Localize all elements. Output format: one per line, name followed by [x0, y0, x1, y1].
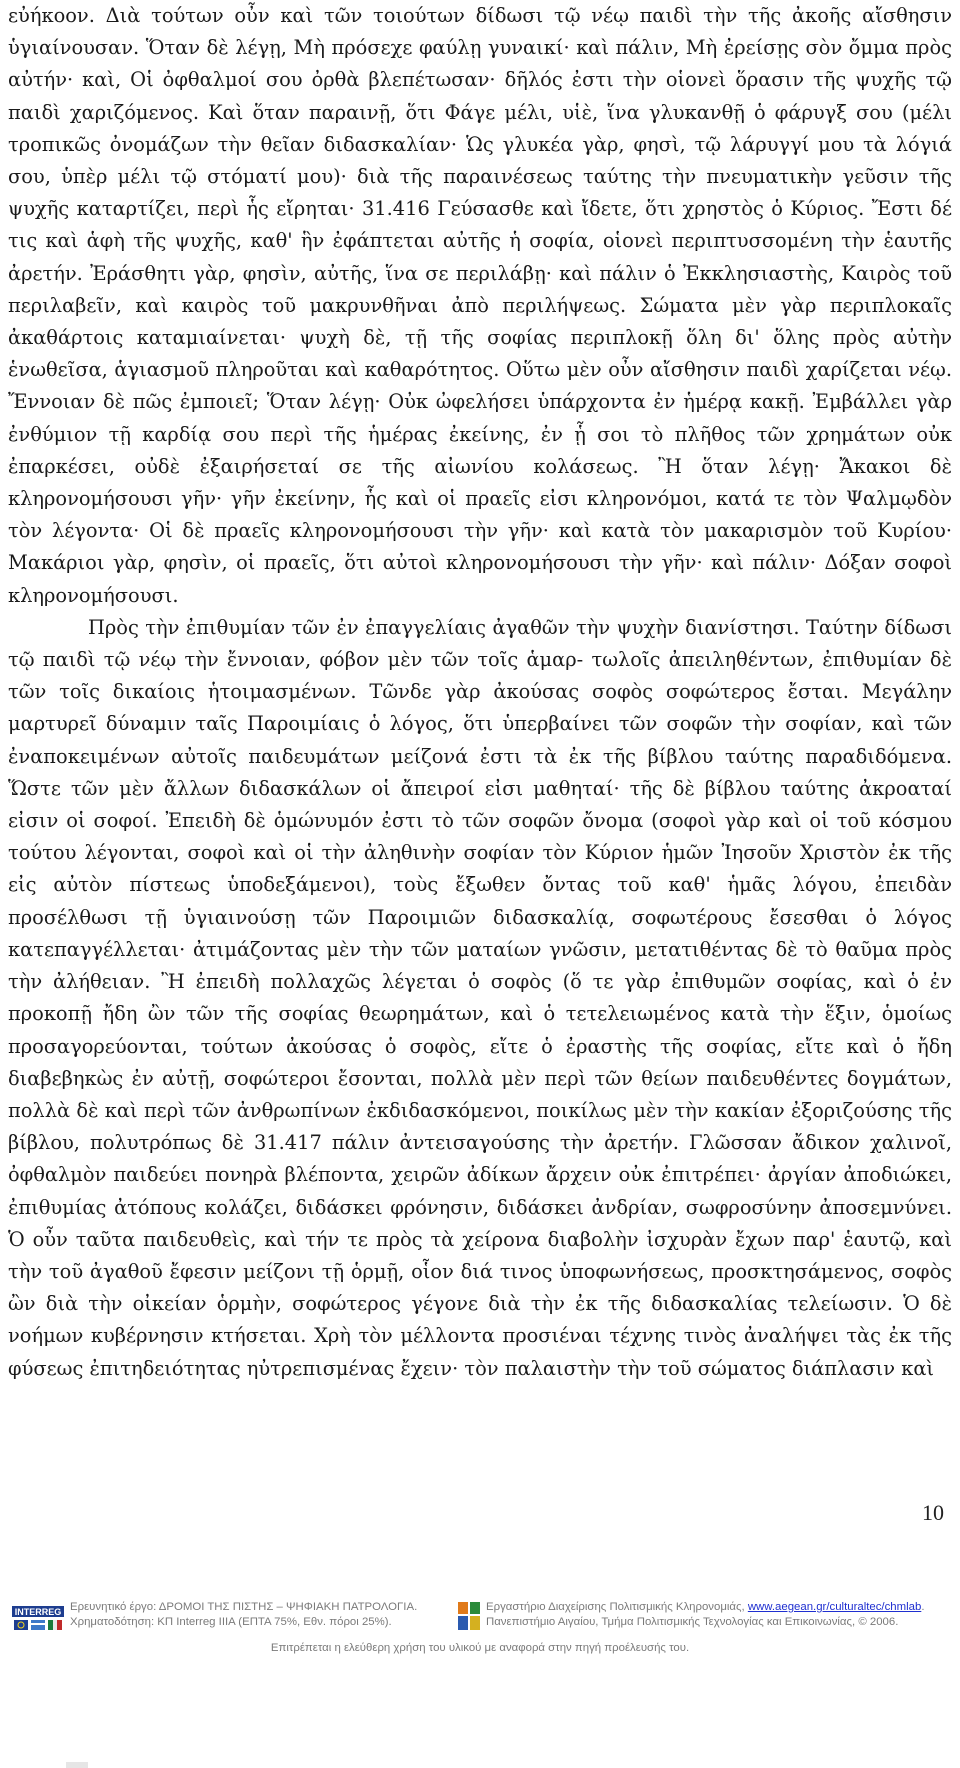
interreg-logo-text: INTERREG: [14, 1607, 62, 1617]
footer-funding-block: [70, 1600, 450, 1630]
footer-lab-line: [486, 1600, 956, 1615]
paragraph: εὐήκοον. Διὰ τούτων οὖν καὶ τῶν τοιούτων δίδωσι τῷ νέῳ παιδὶ τὴν τῆς ἀκοῆς αἴσθησιν ὑγιαίνουσαν. Ὅταν δὲ λέγῃ, Μὴ πρόσεχε φαύλῃ γυναικί· καὶ πάλιν, Μὴ ἐρείσῃς σὸν ὄμμα πρὸς αὐτήν· καὶ, Οἱ ὀφθαλμοί σου ὀρθὰ βλεπέτωσαν· δῆλός ἐστι τὴν οἱονεὶ ὅρασιν τῆς ψυχῆς τῷ παιδὶ χαριζόμενος. Καὶ ὅταν παραινῇ, ὅτι Φάγε μέλι, υἱὲ, ἵνα γλυκανθῇ ὁ φάρυγξ σου (μέλι τροπικῶς ὀνομάζων τὴν θεῖαν διδασκαλίαν· Ὡς γλυκέα γὰρ, φησὶ, τῷ λάρυγγί μου τὰ λόγιά σου, ὑπὲρ μέλι τῷ στόματί μου)· διὰ τῆς παραινέσεως ταύτης τὴν πνευματικὴν γεῦσιν τῆς ψυχῆς καταρτίζει, περὶ ἧς εἴρηται· 31.416 Γεύσασθε καὶ ἴδετε, ὅτι χρηστὸς ὁ Κύριος. Ἔστι δέ τις καὶ ἁφὴ τῆς ψυχῆς, καθ' ἣν ἐφάπτεται αὐτῆς ἡ σοφία, οἱονεὶ περιπτυσσομένη τὴν ἑαυτῆς ἀρετήν. Ἐράσθητι γὰρ, φησὶν, αὐτῆς, ἵνα σε περιλάβῃ· καὶ πάλιν ὁ Ἐκκλησιαστὴς, Καιρὸς τοῦ περιλαβεῖν, καὶ καιρὸς τοῦ μακρυνθῆναι ἀπὸ περιλήψεως. Σώματα μὲν γὰρ περιπλοκαῖς ἀκαθάρτοις καταμιαίνεται· ψυχὴ δὲ, τῇ τῆς σοφίας περιπλοκῇ ὅλη δι' ὅλης πρὸς αὐτὴν ἑνωθεῖσα, ἁγιασμοῦ πληροῦται καὶ καθαρότητος. Οὕτω μὲν οὖν αἴσθησιν παιδὶ χαρίζεται νέῳ. Ἔννοιαν δὲ πῶς ἐμποιεῖ; Ὅταν λέγῃ· Οὐκ ὠφελήσει ὑπάρχοντα ἐν ἡμέρᾳ κακῇ. Ἐμβάλλει γὰρ ἐνθύμιον τῇ καρδίᾳ σου περὶ τῆς ἡμέρας ἐκείνης, ἐν ᾗ σοι τὸ πλῆθος τῶν χρημάτων οὐκ ἐπαρκέσει, οὐδὲ ἐξαιρήσεταί σε τῆς αἰωνίου κολάσεως. Ἢ ὅταν λέγῃ· Ἄκακοι δὲ κληρονομήσουσι γῆν· γῆν ἐκείνην, ἧς καὶ οἱ πραεῖς εἰσι κληρονόμοι, κατά τε τὸν Ψαλμῳδὸν τὸν λέγοντα· Οἱ δὲ πραεῖς κληρονομήσουσι τὴν γῆν· καὶ κατὰ τὸν μακαρισμὸν τοῦ Κυρίου· Μακάριοι γὰρ, φησὶν, οἱ πραεῖς, ὅτι αὐτοὶ κληρονομήσουσι τὴν γῆν· καὶ πάλιν· Δόξαν σοφοὶ κληρονομήσουσι.: [8, 4, 952, 607]
footer-funding-line: Χρηματοδότηση: ΚΠ Interreg IIIA (ΕΠΤΑ 75%, Εθν. πόροι 25%).: [70, 1616, 392, 1628]
footer-lab-block: [486, 1600, 956, 1630]
paragraph: Πρὸς τὴν ἐπιθυμίαν τῶν ἐν ἐπαγγελίαις ἀγαθῶν τὴν ψυχὴν διανίστησι. Ταύτην δίδωσι τῷ παιδὶ τῷ νέῳ τὴν ἔννοιαν, φόβον μὲν τῶν τοῖς ἁμαρ- τωλοῖς ἀπειληθέντων, ἐπιθυμίαν δὲ τῶν τοῖς δικαίοις ἡτοιμασμένων. Τῶνδε γὰρ ἀκούσας σοφὸς σοφώτερος ἔσται. Μεγάλην μαρτυρεῖ δύναμιν ταῖς Παροιμίαις ὁ λόγος, ὅτι ὑπερβαίνει τῶν σοφῶν τὴν σοφίαν, καὶ τῶν ἐναποκειμένων αὐτοῖς παιδευμάτων μείζονά ἐστι τὰ ἐκ τῆς βίβλου ταύτης παραδιδόμενα. Ὥστε τῶν μὲν ἄλλων διδασκάλων οἱ ἄπειροί εἰσι μαθηταί· τῆς δὲ βίβλου ταύτης ἀκροαταί εἰσιν οἱ σοφοί. Ἐπειδὴ δὲ ὁμώνυμόν ἐστι τὸ τῶν σοφῶν ὄνομα (σοφοὶ γὰρ καὶ οἱ τοῦ κόσμου τούτου λέγονται, σοφοὶ καὶ οἱ τὴν ἀληθινὴν σοφίαν τὸν Κύριον ἡμῶν Ἰησοῦν Χριστὸν ἐκ τῆς εἰς αὐτὸν πίστεως ὑποδεξάμενοι), τοὺς ἔξωθεν ὄντας τοῦ καθ' ἡμᾶς λόγου, ἐπειδὰν προσέλθωσι τῇ ὑγιαινούσῃ τῶν Παροιμιῶν διδασκαλίᾳ, σοφωτέρους ἔσεσθαι ὁ λόγος κατεπαγγέλλεται· ἀτιμάζοντας μὲν τὴν τῶν ματαίων γνῶσιν, μετατιθέντας δὲ τὸ θαῦμα πρὸς τὴν ἀλήθειαν. Ἢ ἐπειδὴ πολλαχῶς λέγεται ὁ σοφὸς (ὅ τε γὰρ ἐπιθυμῶν σοφίας, καὶ ὁ ἐν προκοπῇ ἤδη ὢν τῶν τῆς σοφίας θεωρημάτων, καὶ ὁ τετελειωμένος κατὰ τὴν ἕξιν, ὁμοίως προσαγορεύονται, τούτων ἀκούσας ὁ σοφὸς, εἴτε ὁ ἐραστὴς τῆς σοφίας, εἴτε καὶ ὁ ἤδη διαβεβηκὼς ἐν αὐτῇ, σοφώτεροι ἔσονται, πολλὰ μὲν περὶ τῶν θείων παιδευθέντες δογμάτων, πολλὰ δὲ καὶ περὶ τῶν ἀνθρωπίνων ἐκδιδασκόμενοι, ποικίλως μὲν τὴν κακίαν ἐξοριζούσης τῆς βίβλου, πολυτρόπως δὲ 31.417 πάλιν ἀντεισαγούσης τὴν ἀρετήν. Γλῶσσαν ἄδικον χαλινοῖ, ὀφθαλμὸν παιδεύει πονηρὰ βλέποντα, χειρῶν ἀδίκων ἄρχειν οὐκ ἐπιτρέπει· ἀργίαν ἀποδιώκει, ἐπιθυμίας ἀτόπους κολάζει, διδάσκει φρόνησιν, διδάσκει ἀνδρίαν, σωφροσύνην ἀποσεμνύνει. Ὁ οὖν ταῦτα παιδευθεὶς, καὶ τήν τε πρὸς τὰ χείρονα διαβολὴν ἰσχυρὰν ἔχων παρ' ἑαυτῷ, καὶ τὴν τοῦ ἀγαθοῦ ἔφεσιν μείζονι τῇ ὁρμῇ, οἷον διά τινος ὑποφωνήσεως, προσκτησάμενος, σοφὸς ὢν διὰ τὴν οἰκείαν ὁρμὴν, σοφώτερος γέγονε διὰ τὴν ἐκ τῆς διδασκαλίας τελείωσιν. Ὁ δὲ νοήμων κυβέρνησιν κτήσεται. Χρὴ τὸν μέλλοντα προσιέναι τέχνης τινὸς ἀναλήψει τὰς ἐκ τῆς φύσεως ἐπιτηδειότητας ηὐτρεπισμένας ἔχειν· τὸν παλαιστὴν τὴν τοῦ σώματος διάπλασιν καὶ: [8, 615, 952, 1380]
lab-website-link[interactable]: www.aegean.gr/culturaltec/chmlab: [747, 1601, 922, 1613]
page-number: 10: [922, 1500, 944, 1525]
footer-usage-notice: Επιτρέπεται η ελεύθερη χρήση του υλικού με αναφορά στην πηγή προέλευσής του.: [270, 1642, 690, 1654]
footer-lab-name: Εργαστήριο Διαχείρισης Πολιτισμικής Κληρονομιάς,: [486, 1601, 748, 1613]
lab-logo-icon: [458, 1602, 480, 1630]
footer-lab-punct: .: [921, 1601, 925, 1613]
footer-project-line: Ερευνητικό έργο: ΔΡΟΜΟΙ ΤΗΣ ΠΙΣΤΗΣ – ΨΗΦΙΑΚΗ ΠΑΤΡΟΛΟΓΙΑ.: [70, 1601, 418, 1613]
footer-university-line: Πανεπιστήμιο Αιγαίου, Τμήμα Πολιτισμικής Τεχνολογίας και Επικοινωνίας, © 2006.: [486, 1616, 899, 1628]
page-edge-mark: [66, 1762, 88, 1768]
interreg-logo-icon: [10, 1604, 66, 1634]
document-body: [8, 0, 952, 1385]
footer: [0, 1598, 960, 1668]
